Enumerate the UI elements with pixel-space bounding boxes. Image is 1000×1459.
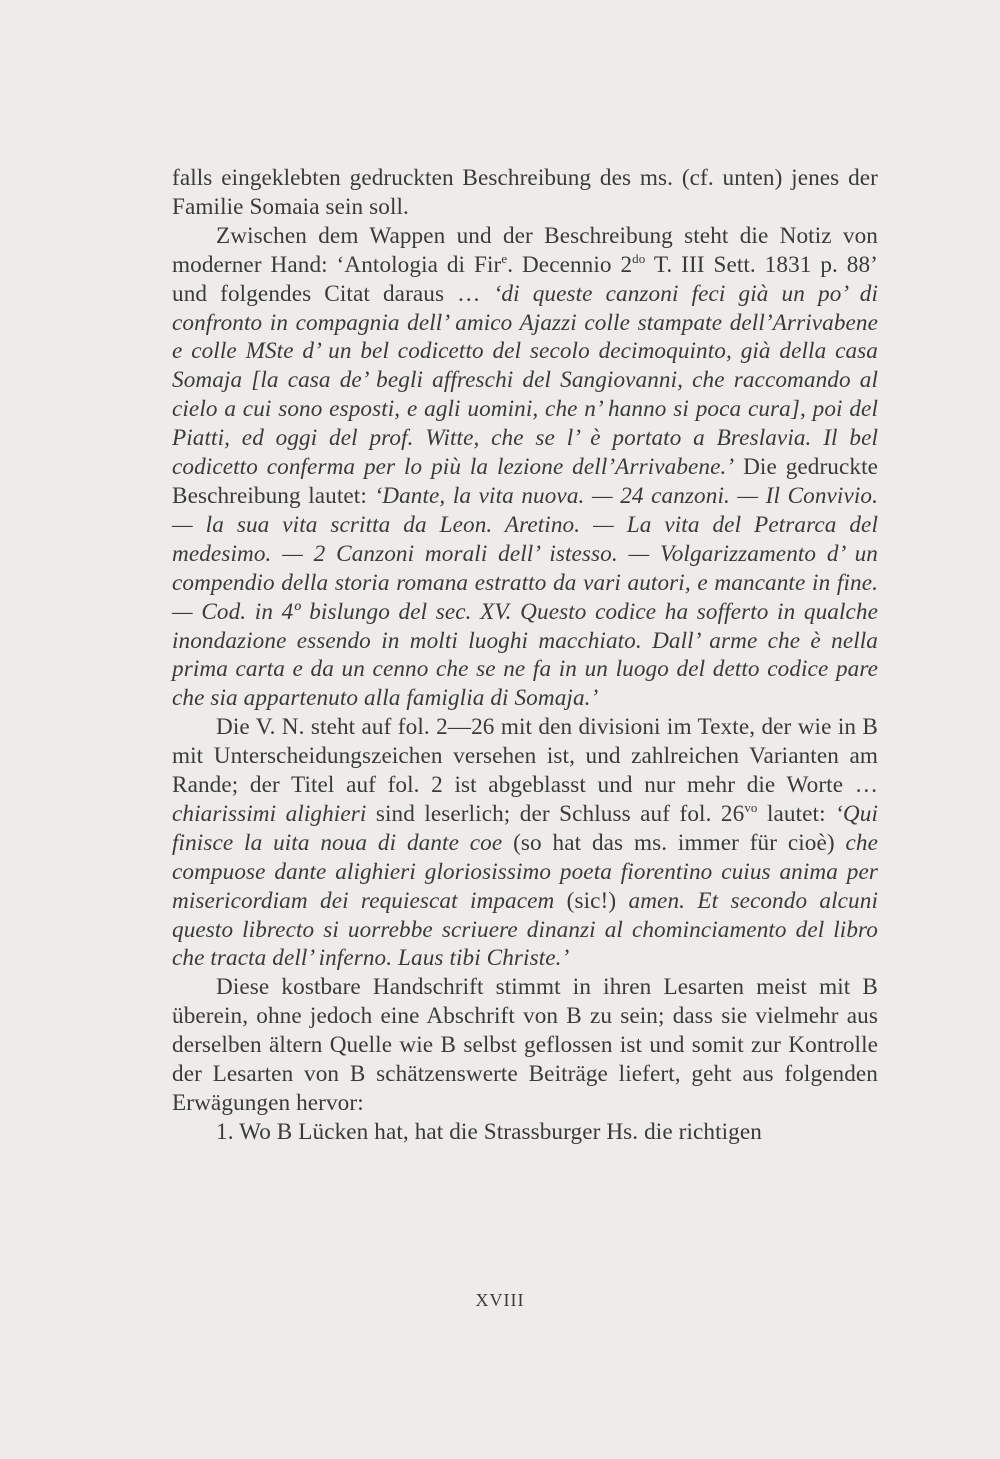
paragraph-4: Diese kostbare Handschrift stimmt in ihren Lesarten meist mit B überein, ohne jedoch eine Abschrift von B zu sein; dass sie vielmehr aus derselben ältern Quelle wie B selbst geflossen ist und somit zur Kontrolle der Lesarten von B schätzenswerte Beiträge liefert, geht aus folgenden Erwägungen hervor:: [172, 974, 878, 1116]
p3-text-c: lautet:: [757, 800, 836, 827]
p2-text-c: T. III Sett. 1831 p. 88’ und folgendes Citat daraus …: [172, 251, 878, 307]
paragraph-3: [172, 713, 878, 973]
p2-text-b: . Decennio 2: [507, 251, 633, 278]
p3-text-b: sind leserlich; der Schluss auf fol. 26: [366, 800, 745, 827]
p2-quote-description: ‘Dante, la vita nuova. — 24 canzoni. — Il Convivio. — la sua vita scritta da Leon. Aretino. — La vita del Petrarca del medesimo. — 2 Canzoni morali dell’ istesso. — Volgarizzamento d’ un compendio della storia romana estratto da vari autori, e mancante in fine. — Cod. in 4º bislungo del sec. XV. Questo codice ha sofferto in qualche inondazione essendo in molti luoghi macchiato. Dall’ arme che è nella prima carta e da un cenno che se ne fa in un luogo del detto codice pare che sia appartenuto alla famiglia di Somaja.’: [172, 482, 878, 712]
p3-italic-1: chiarissimi alighieri: [172, 800, 367, 827]
p3-italic-3: che compuose dante alighieri gloriosissimo poeta fiorentino cuius anima per misericordiam dei requiescat impacem: [172, 829, 879, 914]
page-number: XVIII: [475, 1290, 525, 1310]
p3-text-a: Die V. N. steht auf fol. 2—26 mit den divisioni im Texte, der wie in B mit Unterscheidungszeichen versehen ist, und zahlreichen Varianten am Rande; der Titel auf fol. 2 ist abgeblasst und nur mehr die Worte …: [172, 714, 878, 799]
paragraph-1: falls eingeklebten gedruckten Beschreibung des ms. (cf. unten) jenes der Familie Somaia sein soll.: [172, 165, 878, 220]
p2-text-d: Die gedruckte Beschreibung lautet:: [172, 454, 879, 509]
p2-sup-do: do: [632, 250, 646, 266]
body-text: [172, 164, 878, 1147]
p2-quote-antologia: ‘di queste canzoni feci già un po’ di confronto in compagnia dell’ amico Ajazzi colle stampate dell’Arrivabene e colle MSte d’ un bel codicetto del secolo decimoquinto, già della casa Somaja [la casa de’ begli affreschi del Sangiovanni, che raccomando al cielo a cui sono esposti, e agli uomini, che n’ hanno si poca cura], poi del Piatti, ed oggi del prof. Witte, che se l’ è portato a Breslavia. Il bel codicetto conferma per lo più la lezione dell’Arrivabene.’: [172, 280, 878, 481]
p3-italic-4: amen. Et secondo alcuni questo librecto si uorrebbe scriuere dinanzi al chominciamento del libro che tracta dell’ inferno. Laus tibi Christe.’: [172, 887, 878, 972]
p2-sup-e: e: [501, 250, 508, 266]
p3-text-e: (sic!): [554, 887, 629, 914]
p3-text-d: (so hat das ms. immer für cioè): [502, 829, 846, 856]
p3-sup-vo: vo: [744, 799, 758, 815]
p3-italic-2: ‘Qui finisce la uita noua di dante coe: [172, 800, 878, 856]
paragraph-5: 1. Wo B Lücken hat, hat die Strassburger Hs. die richtigen: [216, 1118, 762, 1145]
paragraph-2: [172, 222, 878, 713]
p2-text-a: Zwischen dem Wappen und der Beschreibung steht die Notiz von moderner Hand: ‘Antologia di Fir: [172, 222, 878, 278]
